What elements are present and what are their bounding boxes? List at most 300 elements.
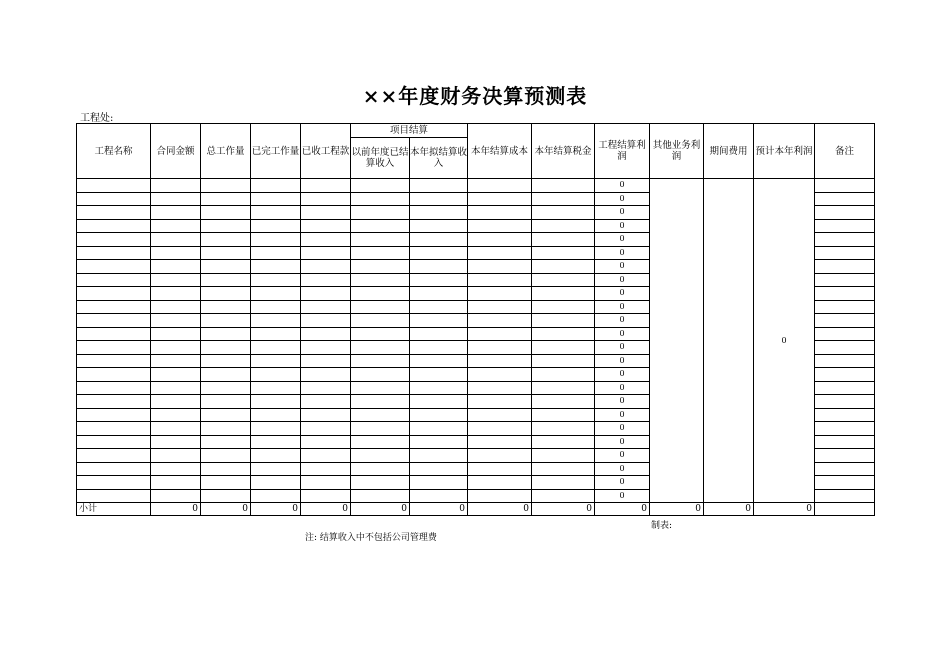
cell-completed-workload[interactable]	[251, 273, 301, 287]
cell-remark[interactable]	[815, 341, 875, 355]
cell-project-name[interactable]	[77, 206, 151, 220]
cell-contract-amount[interactable]	[151, 408, 201, 422]
cell-remark[interactable]	[815, 449, 875, 463]
header-prev-income: 以前年度已结算收入	[351, 138, 410, 179]
cell-project-name[interactable]	[77, 219, 151, 233]
cell-settlement-tax[interactable]	[532, 476, 595, 490]
cell-remark[interactable]	[815, 354, 875, 368]
cell-settlement-tax[interactable]	[532, 449, 595, 463]
cell-completed-workload[interactable]	[251, 246, 301, 260]
cell-remark[interactable]	[815, 287, 875, 301]
cell-plan-income[interactable]	[410, 381, 468, 395]
dept-label: 工程处:	[80, 113, 114, 124]
cell-total-workload[interactable]	[201, 192, 251, 206]
cell-plan-income[interactable]	[410, 327, 468, 341]
cell-settlement-profit[interactable]: 0	[595, 408, 650, 422]
cell-project-name[interactable]	[77, 327, 151, 341]
cell-contract-amount[interactable]	[151, 354, 201, 368]
cell-remark[interactable]	[815, 422, 875, 436]
cell-total-workload[interactable]	[201, 462, 251, 476]
cell-received-payment[interactable]	[301, 273, 351, 287]
cell-settlement-tax[interactable]	[532, 246, 595, 260]
cell-total-workload[interactable]	[201, 179, 251, 193]
cell-completed-workload[interactable]	[251, 260, 301, 274]
cell-settlement-cost[interactable]	[468, 449, 532, 463]
cell-completed-workload[interactable]	[251, 449, 301, 463]
cell-estimated-profit[interactable]: 0	[754, 179, 815, 503]
cell-total-workload[interactable]	[201, 449, 251, 463]
cell-project-name[interactable]	[77, 246, 151, 260]
cell-settlement-profit[interactable]: 0	[595, 192, 650, 206]
header-contract-amount: 合同金额	[151, 124, 201, 179]
cell-plan-income[interactable]	[410, 449, 468, 463]
cell-contract-amount[interactable]	[151, 246, 201, 260]
cell-settlement-tax[interactable]	[532, 435, 595, 449]
cell-other-profit[interactable]	[650, 179, 704, 503]
cell-settlement-tax[interactable]	[532, 395, 595, 409]
cell-settlement-cost[interactable]	[468, 327, 532, 341]
cell-settlement-cost[interactable]	[468, 462, 532, 476]
cell-contract-amount[interactable]	[151, 422, 201, 436]
cell-settlement-profit[interactable]: 0	[595, 381, 650, 395]
cell-prev-income[interactable]	[351, 192, 410, 206]
header-plan-income: 本年拟结算收入	[410, 138, 468, 179]
cell-plan-income[interactable]	[410, 462, 468, 476]
subtotal-contract: 0	[151, 503, 201, 516]
cell-contract-amount[interactable]	[151, 435, 201, 449]
cell-received-payment[interactable]	[301, 314, 351, 328]
cell-settlement-cost[interactable]	[468, 354, 532, 368]
subtotal-prev-income: 0	[351, 503, 410, 516]
cell-total-workload[interactable]	[201, 476, 251, 490]
cell-contract-amount[interactable]	[151, 260, 201, 274]
cell-settlement-profit[interactable]: 0	[595, 422, 650, 436]
cell-project-name[interactable]	[77, 273, 151, 287]
cell-settlement-cost[interactable]	[468, 206, 532, 220]
cell-received-payment[interactable]	[301, 435, 351, 449]
cell-plan-income[interactable]	[410, 260, 468, 274]
cell-received-payment[interactable]	[301, 368, 351, 382]
cell-contract-amount[interactable]	[151, 179, 201, 193]
cell-project-name[interactable]	[77, 192, 151, 206]
cell-settlement-tax[interactable]	[532, 273, 595, 287]
cell-contract-amount[interactable]	[151, 233, 201, 247]
cell-completed-workload[interactable]	[251, 408, 301, 422]
cell-received-payment[interactable]	[301, 327, 351, 341]
cell-period-cost[interactable]	[704, 179, 754, 503]
cell-settlement-tax[interactable]	[532, 300, 595, 314]
header-project-settlement: 项目结算	[351, 124, 468, 138]
cell-completed-workload[interactable]	[251, 219, 301, 233]
cell-settlement-cost[interactable]	[468, 287, 532, 301]
cell-received-payment[interactable]	[301, 489, 351, 503]
cell-settlement-profit[interactable]: 0	[595, 354, 650, 368]
cell-settlement-tax[interactable]	[532, 381, 595, 395]
subtotal-row	[77, 503, 875, 516]
cell-settlement-profit[interactable]: 0	[595, 233, 650, 247]
cell-contract-amount[interactable]	[151, 449, 201, 463]
cell-contract-amount[interactable]	[151, 314, 201, 328]
cell-contract-amount[interactable]	[151, 462, 201, 476]
header-received-payment: 已收工程款	[301, 124, 351, 179]
cell-remark[interactable]	[815, 273, 875, 287]
cell-total-workload[interactable]	[201, 246, 251, 260]
cell-prev-income[interactable]	[351, 408, 410, 422]
cell-project-name[interactable]	[77, 368, 151, 382]
subtotal-profit: 0	[595, 503, 650, 516]
cell-completed-workload[interactable]	[251, 341, 301, 355]
preparer-label: 制表:	[651, 521, 673, 531]
cell-settlement-cost[interactable]	[468, 260, 532, 274]
cell-settlement-profit[interactable]: 0	[595, 260, 650, 274]
cell-settlement-tax[interactable]	[532, 489, 595, 503]
cell-settlement-cost[interactable]	[468, 435, 532, 449]
cell-settlement-tax[interactable]	[532, 287, 595, 301]
cell-total-workload[interactable]	[201, 260, 251, 274]
cell-project-name[interactable]	[77, 395, 151, 409]
subtotal-plan-income: 0	[410, 503, 468, 516]
cell-settlement-cost[interactable]	[468, 489, 532, 503]
header-period-cost: 期间费用	[704, 124, 754, 179]
cell-contract-amount[interactable]	[151, 219, 201, 233]
cell-prev-income[interactable]	[351, 462, 410, 476]
cell-contract-amount[interactable]	[151, 395, 201, 409]
cell-settlement-tax[interactable]	[532, 219, 595, 233]
cell-prev-income[interactable]	[351, 354, 410, 368]
header-settlement-tax: 本年结算税金	[532, 124, 595, 179]
cell-received-payment[interactable]	[301, 476, 351, 490]
cell-settlement-cost[interactable]	[468, 219, 532, 233]
cell-remark[interactable]	[815, 408, 875, 422]
cell-settlement-tax[interactable]	[532, 206, 595, 220]
cell-prev-income[interactable]	[351, 489, 410, 503]
table-row	[77, 179, 875, 193]
subtotal-total-workload: 0	[201, 503, 251, 516]
cell-settlement-profit[interactable]: 0	[595, 219, 650, 233]
cell-prev-income[interactable]	[351, 381, 410, 395]
cell-plan-income[interactable]	[410, 219, 468, 233]
cell-remark[interactable]	[815, 395, 875, 409]
cell-settlement-profit[interactable]: 0	[595, 341, 650, 355]
cell-received-payment[interactable]	[301, 206, 351, 220]
cell-plan-income[interactable]	[410, 314, 468, 328]
cell-settlement-profit[interactable]: 0	[595, 462, 650, 476]
cell-contract-amount[interactable]	[151, 327, 201, 341]
cell-received-payment[interactable]	[301, 341, 351, 355]
cell-settlement-cost[interactable]	[468, 408, 532, 422]
cell-completed-workload[interactable]	[251, 435, 301, 449]
subtotal-period-cost: 0	[704, 503, 754, 516]
cell-total-workload[interactable]	[201, 300, 251, 314]
cell-settlement-profit[interactable]: 0	[595, 246, 650, 260]
cell-settlement-profit[interactable]: 0	[595, 449, 650, 463]
cell-completed-workload[interactable]	[251, 192, 301, 206]
cell-project-name[interactable]	[77, 476, 151, 490]
cell-prev-income[interactable]	[351, 287, 410, 301]
cell-contract-amount[interactable]	[151, 206, 201, 220]
cell-settlement-tax[interactable]	[532, 422, 595, 436]
forecast-table	[76, 123, 875, 516]
cell-completed-workload[interactable]	[251, 476, 301, 490]
cell-plan-income[interactable]	[410, 273, 468, 287]
cell-received-payment[interactable]	[301, 179, 351, 193]
cell-settlement-tax[interactable]	[532, 179, 595, 193]
cell-total-workload[interactable]	[201, 381, 251, 395]
cell-plan-income[interactable]	[410, 192, 468, 206]
cell-received-payment[interactable]	[301, 192, 351, 206]
subtotal-cost: 0	[468, 503, 532, 516]
cell-contract-amount[interactable]	[151, 273, 201, 287]
cell-contract-amount[interactable]	[151, 368, 201, 382]
cell-remark[interactable]	[815, 206, 875, 220]
cell-completed-workload[interactable]	[251, 395, 301, 409]
cell-project-name[interactable]	[77, 314, 151, 328]
cell-total-workload[interactable]	[201, 314, 251, 328]
cell-settlement-cost[interactable]	[468, 246, 532, 260]
cell-remark[interactable]	[815, 435, 875, 449]
cell-plan-income[interactable]	[410, 233, 468, 247]
cell-remark[interactable]	[815, 368, 875, 382]
cell-total-workload[interactable]	[201, 273, 251, 287]
cell-prev-income[interactable]	[351, 435, 410, 449]
cell-settlement-cost[interactable]	[468, 476, 532, 490]
cell-completed-workload[interactable]	[251, 462, 301, 476]
cell-settlement-tax[interactable]	[532, 233, 595, 247]
cell-project-name[interactable]	[77, 341, 151, 355]
cell-contract-amount[interactable]	[151, 287, 201, 301]
cell-received-payment[interactable]	[301, 395, 351, 409]
cell-project-name[interactable]	[77, 489, 151, 503]
subtotal-remark	[815, 503, 875, 516]
cell-plan-income[interactable]	[410, 489, 468, 503]
cell-project-name[interactable]	[77, 422, 151, 436]
cell-settlement-cost[interactable]	[468, 381, 532, 395]
cell-settlement-cost[interactable]	[468, 395, 532, 409]
cell-plan-income[interactable]	[410, 408, 468, 422]
subtotal-estimated-profit: 0	[754, 503, 815, 516]
cell-received-payment[interactable]	[301, 260, 351, 274]
cell-remark[interactable]	[815, 314, 875, 328]
cell-settlement-profit[interactable]: 0	[595, 476, 650, 490]
cell-completed-workload[interactable]	[251, 381, 301, 395]
cell-settlement-cost[interactable]	[468, 368, 532, 382]
cell-total-workload[interactable]	[201, 219, 251, 233]
cell-project-name[interactable]	[77, 233, 151, 247]
cell-total-workload[interactable]	[201, 206, 251, 220]
header-settlement-profit: 工程结算利润	[595, 124, 650, 179]
cell-total-workload[interactable]	[201, 341, 251, 355]
cell-settlement-profit[interactable]: 0	[595, 206, 650, 220]
cell-total-workload[interactable]	[201, 395, 251, 409]
subtotal-other-profit: 0	[650, 503, 704, 516]
cell-contract-amount[interactable]	[151, 341, 201, 355]
cell-project-name[interactable]	[77, 287, 151, 301]
header-total-workload: 总工作量	[201, 124, 251, 179]
cell-received-payment[interactable]	[301, 422, 351, 436]
cell-settlement-profit[interactable]: 0	[595, 314, 650, 328]
cell-plan-income[interactable]	[410, 246, 468, 260]
header-remark: 备注	[815, 124, 875, 179]
cell-remark[interactable]	[815, 233, 875, 247]
cell-plan-income[interactable]	[410, 435, 468, 449]
subtotal-label: 小计	[77, 503, 151, 516]
cell-plan-income[interactable]	[410, 300, 468, 314]
cell-received-payment[interactable]	[301, 233, 351, 247]
cell-prev-income[interactable]	[351, 219, 410, 233]
cell-prev-income[interactable]	[351, 206, 410, 220]
cell-remark[interactable]	[815, 179, 875, 193]
cell-prev-income[interactable]	[351, 246, 410, 260]
cell-settlement-profit[interactable]: 0	[595, 273, 650, 287]
header-other-profit: 其他业务利润	[650, 124, 704, 179]
cell-remark[interactable]	[815, 476, 875, 490]
cell-settlement-tax[interactable]	[532, 314, 595, 328]
subtotal-completed-workload: 0	[251, 503, 301, 516]
cell-remark[interactable]	[815, 219, 875, 233]
cell-total-workload[interactable]	[201, 408, 251, 422]
cell-prev-income[interactable]	[351, 314, 410, 328]
cell-prev-income[interactable]	[351, 449, 410, 463]
cell-project-name[interactable]	[77, 260, 151, 274]
cell-remark[interactable]	[815, 462, 875, 476]
cell-received-payment[interactable]	[301, 246, 351, 260]
cell-contract-amount[interactable]	[151, 192, 201, 206]
cell-settlement-tax[interactable]	[532, 260, 595, 274]
cell-remark[interactable]	[815, 327, 875, 341]
cell-settlement-profit[interactable]: 0	[595, 300, 650, 314]
cell-project-name[interactable]	[77, 354, 151, 368]
header-completed-workload: 已完工作量	[251, 124, 301, 179]
cell-project-name[interactable]	[77, 408, 151, 422]
cell-contract-amount[interactable]	[151, 476, 201, 490]
cell-completed-workload[interactable]	[251, 314, 301, 328]
cell-settlement-cost[interactable]	[468, 314, 532, 328]
cell-settlement-cost[interactable]	[468, 192, 532, 206]
cell-completed-workload[interactable]	[251, 489, 301, 503]
cell-total-workload[interactable]	[201, 287, 251, 301]
cell-plan-income[interactable]	[410, 206, 468, 220]
cell-contract-amount[interactable]	[151, 489, 201, 503]
cell-remark[interactable]	[815, 300, 875, 314]
page-title: ××年度财务决算预测表	[362, 84, 588, 108]
cell-plan-income[interactable]	[410, 422, 468, 436]
cell-total-workload[interactable]	[201, 233, 251, 247]
cell-received-payment[interactable]	[301, 449, 351, 463]
cell-settlement-tax[interactable]	[532, 462, 595, 476]
cell-prev-income[interactable]	[351, 341, 410, 355]
cell-prev-income[interactable]	[351, 395, 410, 409]
cell-prev-income[interactable]	[351, 233, 410, 247]
cell-total-workload[interactable]	[201, 435, 251, 449]
cell-completed-workload[interactable]	[251, 422, 301, 436]
cell-contract-amount[interactable]	[151, 300, 201, 314]
cell-remark[interactable]	[815, 489, 875, 503]
cell-remark[interactable]	[815, 260, 875, 274]
subtotal-tax: 0	[532, 503, 595, 516]
cell-remark[interactable]	[815, 192, 875, 206]
cell-settlement-tax[interactable]	[532, 408, 595, 422]
cell-completed-workload[interactable]	[251, 233, 301, 247]
cell-prev-income[interactable]	[351, 368, 410, 382]
cell-total-workload[interactable]	[201, 354, 251, 368]
cell-completed-workload[interactable]	[251, 300, 301, 314]
cell-settlement-tax[interactable]	[532, 192, 595, 206]
cell-received-payment[interactable]	[301, 287, 351, 301]
cell-completed-workload[interactable]	[251, 368, 301, 382]
cell-settlement-tax[interactable]	[532, 327, 595, 341]
cell-remark[interactable]	[815, 246, 875, 260]
cell-plan-income[interactable]	[410, 341, 468, 355]
cell-settlement-profit[interactable]: 0	[595, 368, 650, 382]
cell-total-workload[interactable]	[201, 489, 251, 503]
cell-completed-workload[interactable]	[251, 287, 301, 301]
cell-completed-workload[interactable]	[251, 206, 301, 220]
cell-settlement-tax[interactable]	[532, 368, 595, 382]
cell-project-name[interactable]	[77, 449, 151, 463]
cell-plan-income[interactable]	[410, 179, 468, 193]
cell-settlement-profit[interactable]: 0	[595, 327, 650, 341]
cell-project-name[interactable]	[77, 179, 151, 193]
cell-settlement-cost[interactable]	[468, 422, 532, 436]
cell-prev-income[interactable]	[351, 273, 410, 287]
cell-plan-income[interactable]	[410, 476, 468, 490]
cell-received-payment[interactable]	[301, 354, 351, 368]
cell-received-payment[interactable]	[301, 408, 351, 422]
cell-settlement-profit[interactable]: 0	[595, 179, 650, 193]
cell-completed-workload[interactable]	[251, 354, 301, 368]
cell-prev-income[interactable]	[351, 260, 410, 274]
cell-total-workload[interactable]	[201, 422, 251, 436]
cell-received-payment[interactable]	[301, 300, 351, 314]
cell-settlement-cost[interactable]	[468, 179, 532, 193]
cell-settlement-cost[interactable]	[468, 273, 532, 287]
cell-plan-income[interactable]	[410, 287, 468, 301]
header-project-name: 工程名称	[77, 124, 151, 179]
cell-project-name[interactable]	[77, 435, 151, 449]
cell-plan-income[interactable]	[410, 368, 468, 382]
cell-settlement-cost[interactable]	[468, 341, 532, 355]
cell-plan-income[interactable]	[410, 354, 468, 368]
cell-settlement-profit[interactable]: 0	[595, 435, 650, 449]
cell-contract-amount[interactable]	[151, 381, 201, 395]
cell-settlement-tax[interactable]	[532, 341, 595, 355]
cell-project-name[interactable]	[77, 300, 151, 314]
cell-total-workload[interactable]	[201, 368, 251, 382]
cell-prev-income[interactable]	[351, 422, 410, 436]
cell-project-name[interactable]	[77, 462, 151, 476]
cell-settlement-tax[interactable]	[532, 354, 595, 368]
cell-settlement-profit[interactable]: 0	[595, 489, 650, 503]
cell-remark[interactable]	[815, 381, 875, 395]
cell-settlement-cost[interactable]	[468, 233, 532, 247]
cell-prev-income[interactable]	[351, 300, 410, 314]
cell-prev-income[interactable]	[351, 476, 410, 490]
cell-total-workload[interactable]	[201, 327, 251, 341]
cell-completed-workload[interactable]	[251, 327, 301, 341]
cell-settlement-cost[interactable]	[468, 300, 532, 314]
cell-prev-income[interactable]	[351, 179, 410, 193]
cell-completed-workload[interactable]	[251, 179, 301, 193]
cell-project-name[interactable]	[77, 381, 151, 395]
header-settlement-cost: 本年结算成本	[468, 124, 532, 179]
cell-received-payment[interactable]	[301, 462, 351, 476]
cell-received-payment[interactable]	[301, 219, 351, 233]
cell-received-payment[interactable]	[301, 381, 351, 395]
cell-prev-income[interactable]	[351, 327, 410, 341]
cell-plan-income[interactable]	[410, 395, 468, 409]
cell-settlement-profit[interactable]: 0	[595, 287, 650, 301]
cell-settlement-profit[interactable]: 0	[595, 395, 650, 409]
